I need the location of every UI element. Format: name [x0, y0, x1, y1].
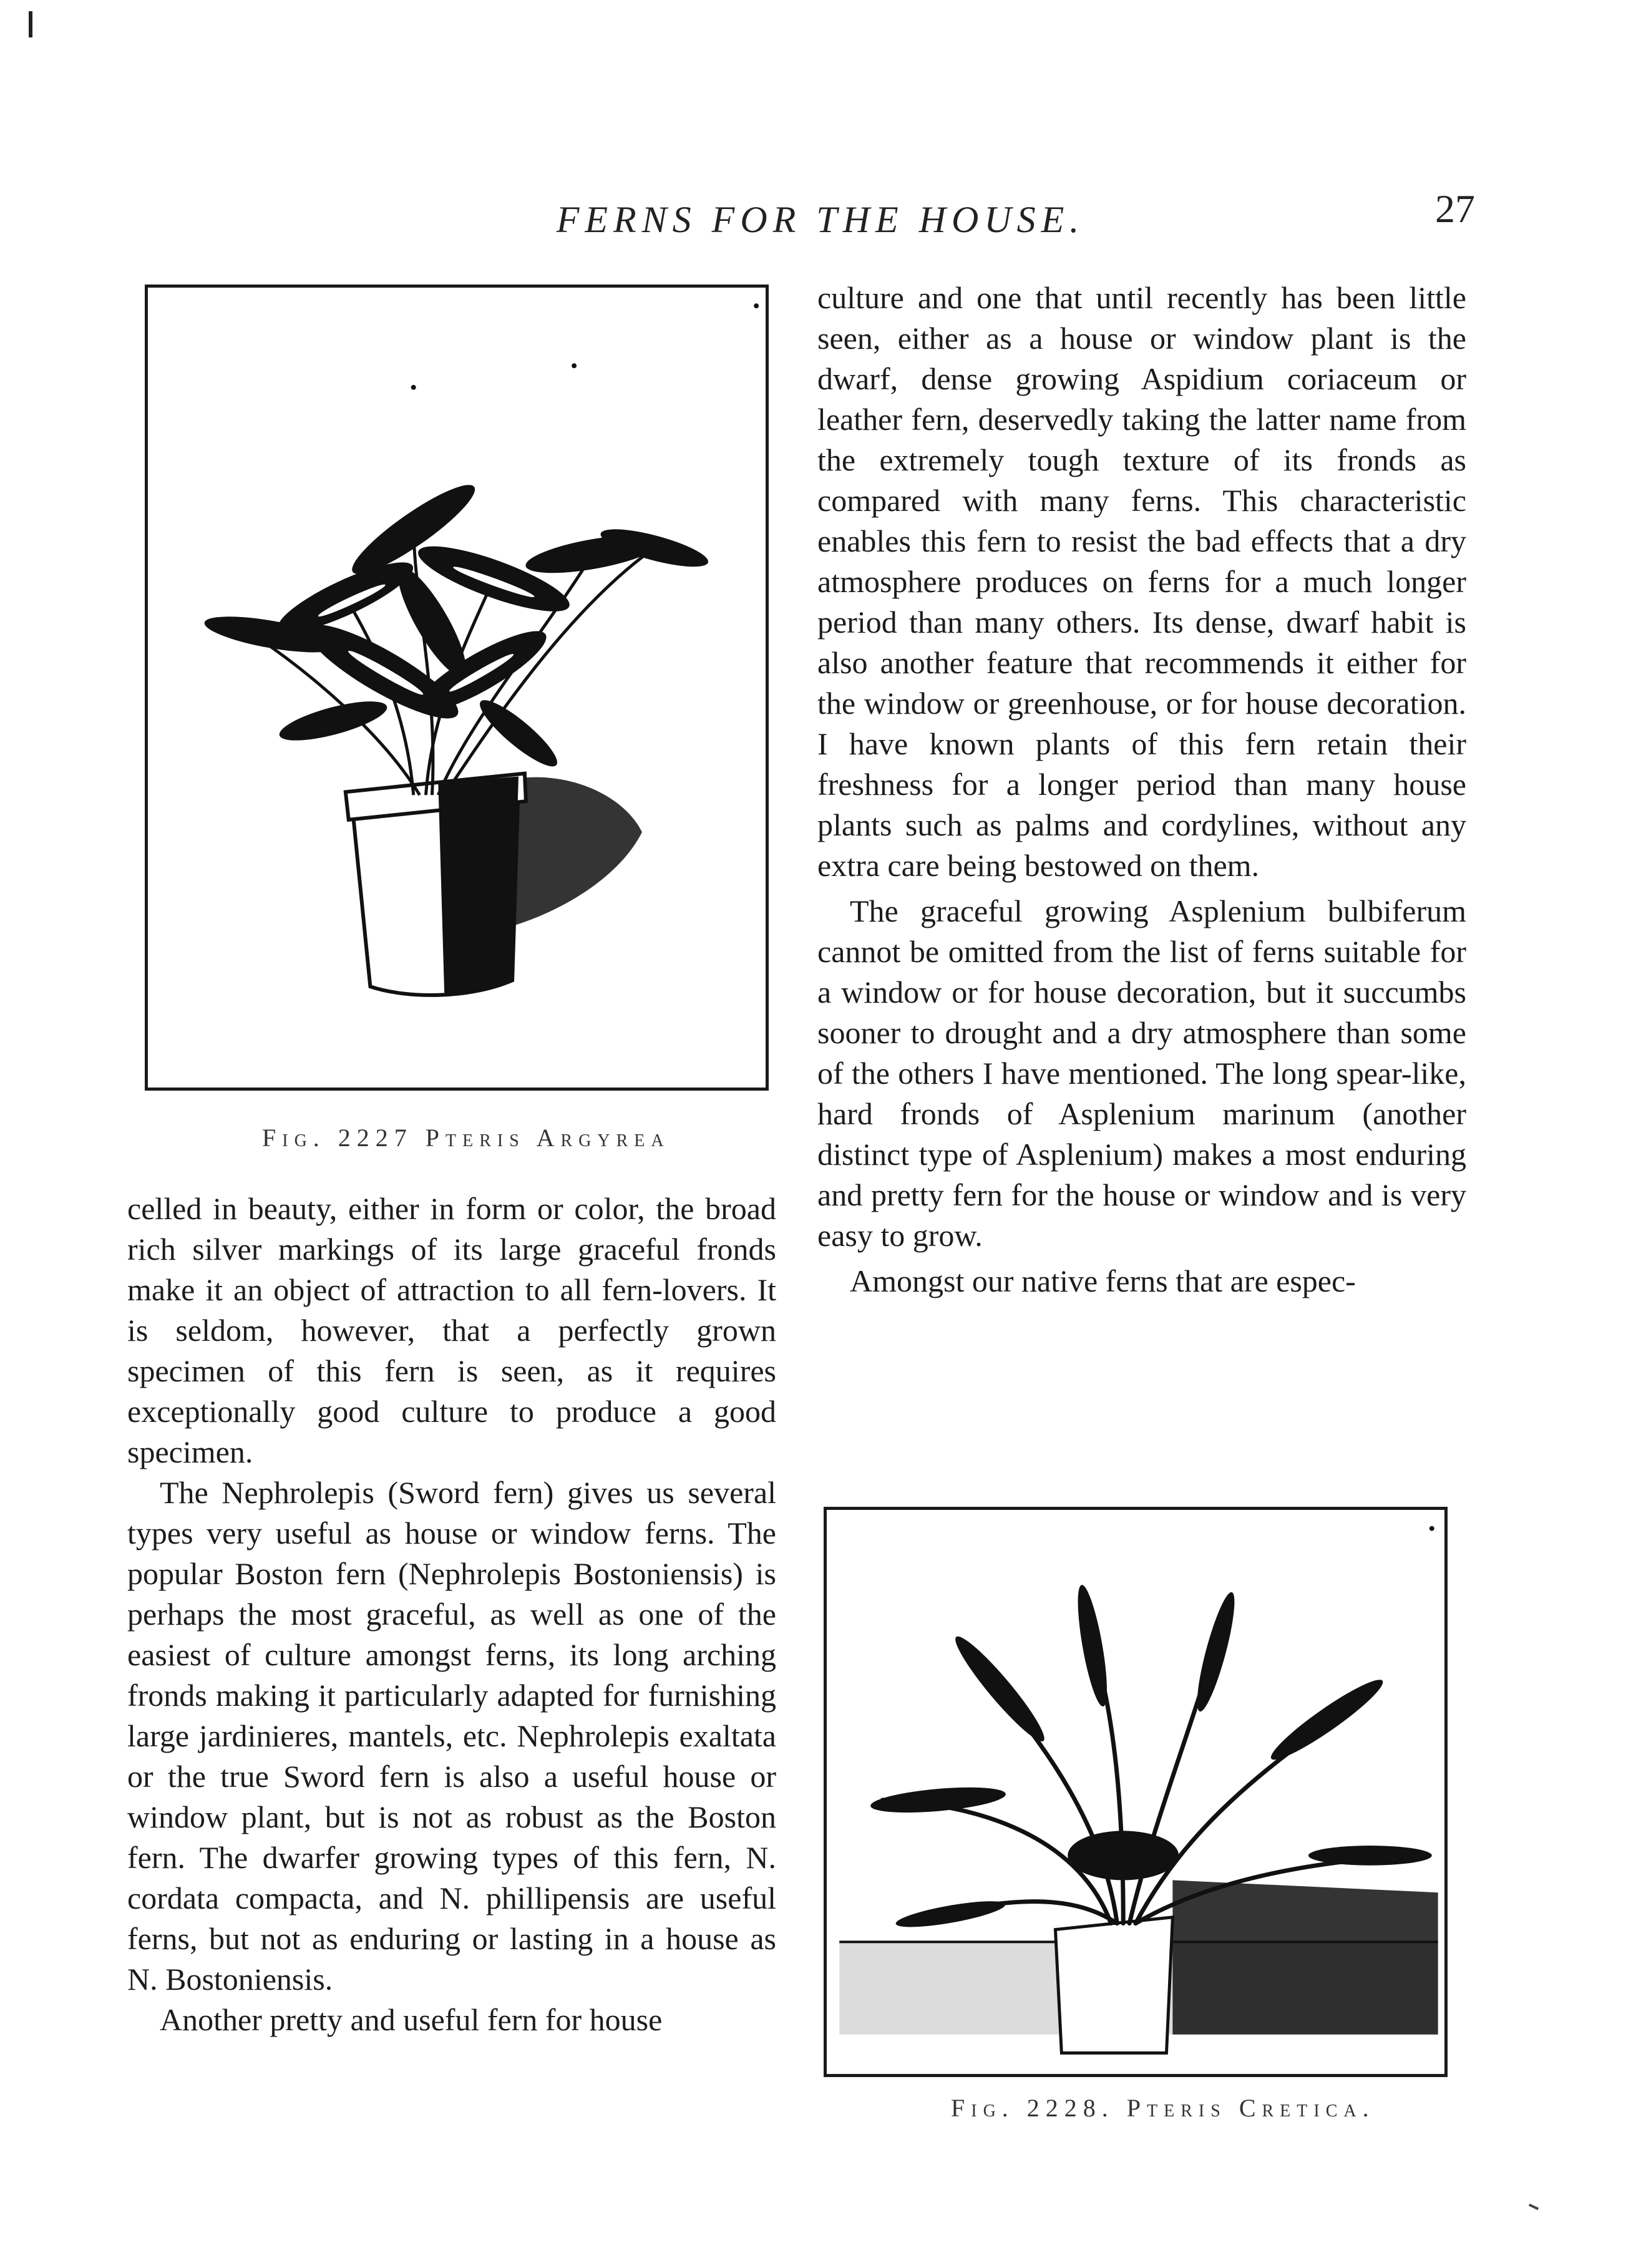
fern-on-table-illustration [827, 1510, 1444, 2074]
fern-in-pot-illustration [148, 288, 766, 1088]
left-column [127, 1189, 776, 2040]
paragraph: The Nephrolepis (Sword fern) gives us several types very useful as house or window ferns. The popular Boston fern (Nephrolepis Bostoniensis) is perhaps the most graceful, as well as one of the easiest of culture amongst ferns, its long arching fronds making it particularly adapted for furnishing large jardinieres, mantels, etc. Nephrolepis exaltata or the true Sword fern is also a useful house or window plant, but is not as robust as the Boston fern. The dwarfer growing types of this fern, N. cordata compacta, and N. phillipensis are useful ferns, but not as enduring or lasting in a house as N. Bostoniensis. [127, 1475, 776, 1997]
figure-caption-2: Fig. 2228. Pteris Cretica. [951, 2094, 1375, 2122]
paragraph: culture and one that until recently has been little seen, either as a house or window plant is the dwarf, dense growing Aspidium coriaceum or leather fern, deservedly taking the latter name from the extremely tough texture of its fronds as compared with many ferns. This characteristic enables this fern to resist the bad effects that a dry atmosphere produces on ferns for a much longer period than many others. Its dense, dwarf habit is also another feature that recommends it either for the window or greenhouse, or for house decoration. I have known plants of this fern retain their freshness for a longer period than many house plants such as palms and cordylines, without any extra care being bestowed on them. [817, 280, 1466, 883]
figure-pteris-cretica [824, 1507, 1448, 2077]
corner-mark [1529, 2204, 1539, 2210]
paragraph: Another pretty and useful fern for house [160, 2002, 663, 2037]
figure-pteris-argyrea [145, 285, 769, 1091]
margin-mark [29, 11, 32, 37]
page-number: 27 [1435, 187, 1475, 231]
paragraph: The graceful growing Asplenium bulbiferum cannot be omitted from the list of ferns suitable for a window or for house decoration, but it succumbs sooner to drought and a dry atmosphere than some of the others I have mentioned. The long spear-like, hard fronds of Asplenium marinum (another distinct type of Asplenium) makes a most enduring and pretty fern for the house or window and is very easy to grow. [817, 893, 1466, 1253]
right-column [817, 278, 1466, 1302]
figure-caption-1: Fig. 2227 Pteris Argyrea [262, 1124, 670, 1152]
paragraph: Amongst our native ferns that are espec- [850, 1263, 1356, 1298]
running-title: FERNS FOR THE HOUSE. [556, 199, 1085, 240]
paragraph: celled in beauty, either in form or color, the broad rich silver markings of its large graceful fronds make it an object of attraction to all fern-lovers. It is seldom, however, that a perfectly grown specimen of this fern is seen, as it requires exceptionally good culture to produce a good specimen. [127, 1191, 776, 1469]
